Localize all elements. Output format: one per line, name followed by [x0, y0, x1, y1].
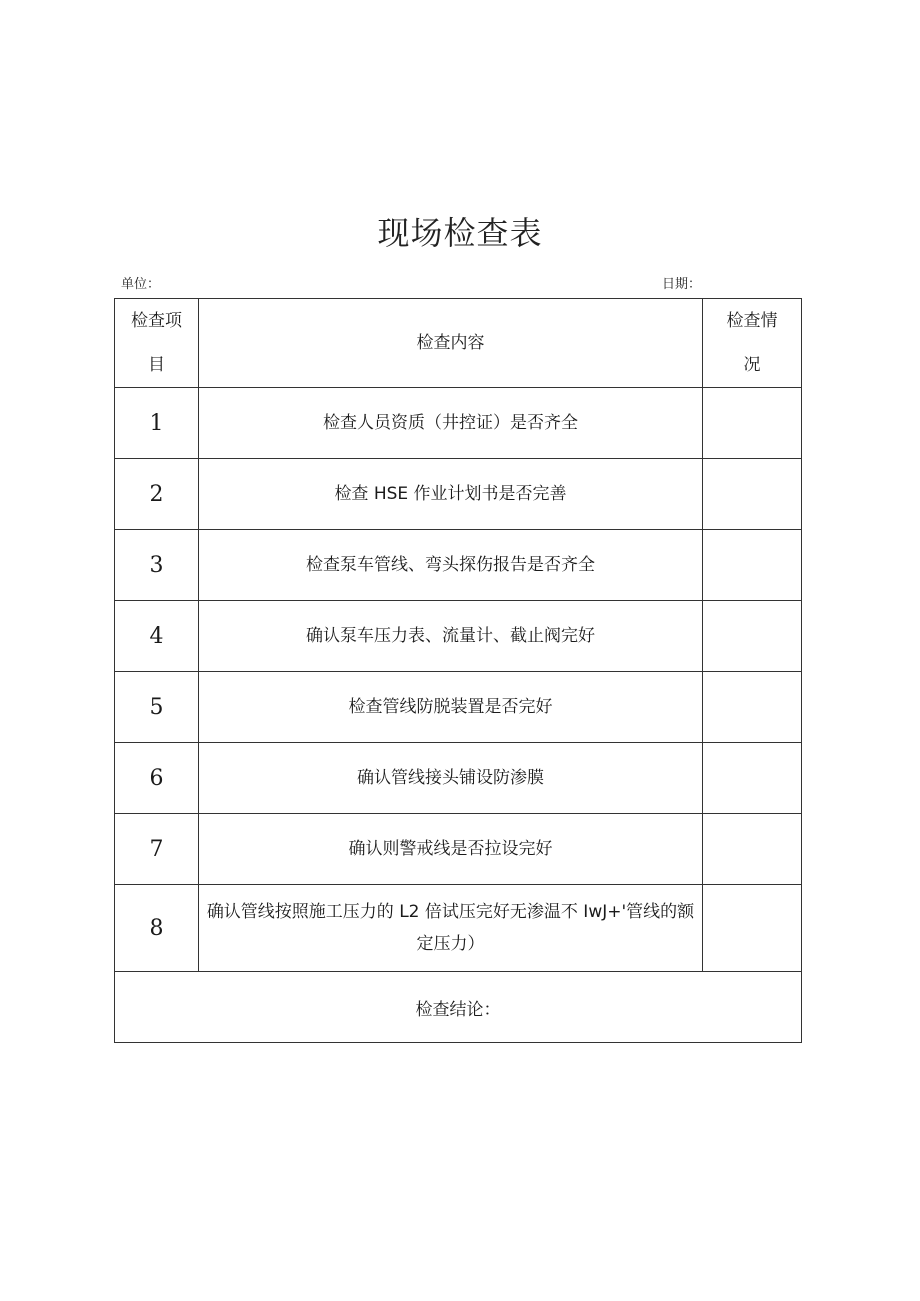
- row-content: 检查泵车管线、弯头探伤报告是否齐全: [199, 530, 703, 601]
- row-number: 1: [115, 388, 199, 459]
- row-status-cell[interactable]: [703, 388, 802, 459]
- unit-label: 单位：: [121, 277, 161, 292]
- row-content: 确认则警戒线是否拉设完好: [199, 814, 703, 885]
- row-number: 3: [115, 530, 199, 601]
- date-label: 日期：: [662, 277, 702, 292]
- header-content: 检查内容: [199, 299, 703, 388]
- row-number: 6: [115, 743, 199, 814]
- inspection-table: [114, 298, 802, 1043]
- row-content: 检查 HSE 作业计划书是否完善: [199, 459, 703, 530]
- row-status-cell[interactable]: [703, 530, 802, 601]
- row-status-cell[interactable]: [703, 672, 802, 743]
- row-status-cell[interactable]: [703, 601, 802, 672]
- table-row: [115, 743, 802, 814]
- conclusion-label: 检查结论：: [115, 972, 802, 1043]
- row-number: 2: [115, 459, 199, 530]
- row-status-cell[interactable]: [703, 459, 802, 530]
- row-status-cell[interactable]: [703, 885, 802, 972]
- row-content: 检查管线防脱装置是否完好: [199, 672, 703, 743]
- row-content: 确认管线接头铺设防渗膜: [199, 743, 703, 814]
- table-row: [115, 459, 802, 530]
- conclusion-row: [115, 972, 802, 1043]
- row-number: 8: [115, 885, 199, 972]
- table-header-row: [115, 299, 802, 388]
- row-status-cell[interactable]: [703, 814, 802, 885]
- table-row: [115, 530, 802, 601]
- row-number: 4: [115, 601, 199, 672]
- row-number: 7: [115, 814, 199, 885]
- header-status: 检查情况: [703, 299, 802, 388]
- table-row: [115, 814, 802, 885]
- row-content: 确认管线按照施工压力的 L2 倍试压完好无渗温不 IwJ+'管线的额定压力）: [199, 885, 703, 972]
- table-row: [115, 885, 802, 972]
- header-item: 检查项目: [115, 299, 199, 388]
- table-row: [115, 672, 802, 743]
- page-title: 现场检查表: [377, 214, 543, 252]
- table-row: [115, 388, 802, 459]
- row-number: 5: [115, 672, 199, 743]
- row-status-cell[interactable]: [703, 743, 802, 814]
- row-content: 检查人员资质（井控证）是否齐全: [199, 388, 703, 459]
- row-content: 确认泵车压力表、流量计、截止阀完好: [199, 601, 703, 672]
- table-row: [115, 601, 802, 672]
